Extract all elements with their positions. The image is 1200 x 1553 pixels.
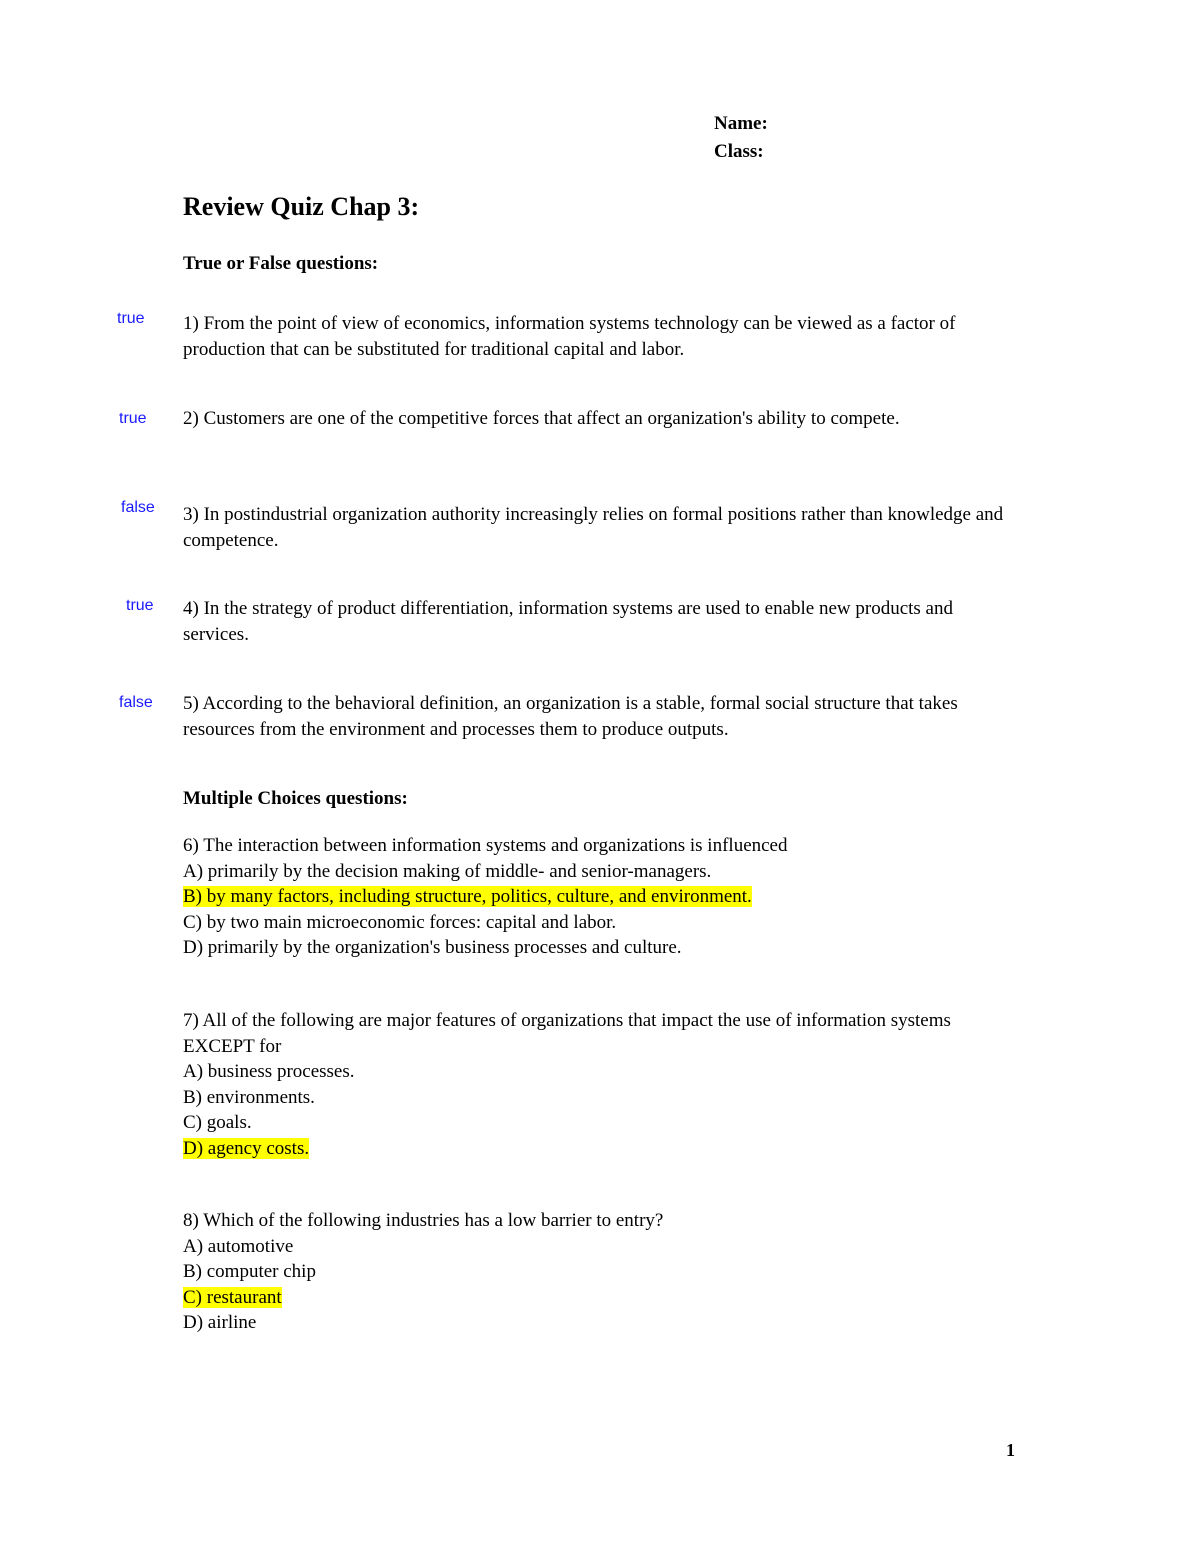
tf-answer-5: false — [119, 694, 153, 711]
highlighted-answer: C) restaurant — [183, 1286, 282, 1308]
mc-question-7 — [183, 1008, 1013, 1161]
name-label: Name: — [714, 113, 768, 134]
page-title: Review Quiz Chap 3: — [183, 192, 420, 221]
mc-option-b: B) environments. — [183, 1086, 315, 1108]
mc-option-d: D) primarily by the organization's business processes and culture. — [183, 937, 682, 958]
mc-option-b: B) computer chip — [183, 1261, 316, 1282]
tf-question-4: 4) In the strategy of product differentiation, information systems are used to enable new products and services. — [183, 598, 953, 645]
mc-option-a: A) business processes. — [183, 1061, 355, 1082]
true-false-heading: True or False questions: — [183, 253, 379, 274]
tf-question-5: 5) According to the behavioral definition, an organization is a stable, formal social structure that takes resources from the environment and processes them to produce outputs. — [183, 693, 958, 740]
mc-option-b — [183, 884, 1013, 910]
multiple-choice-heading: Multiple Choices questions: — [183, 788, 408, 809]
class-label: Class: — [714, 141, 764, 162]
highlighted-answer: D) agency costs. — [183, 1137, 310, 1159]
student-info — [714, 110, 768, 166]
tf-answer-2: true — [119, 410, 147, 427]
mc-question-text: 7) All of the following are major features of organizations that impact the use of information systems EXCEPT for — [183, 1010, 951, 1057]
mc-question-text: 6) The interaction between information systems and organizations is influenced — [183, 835, 788, 856]
mc-question-text: 8) Which of the following industries has a low barrier to entry? — [183, 1210, 664, 1231]
tf-question-2: 2) Customers are one of the competitive forces that affect an organization's ability to compete. — [183, 408, 900, 429]
page-number: 1 — [1006, 1440, 1015, 1460]
mc-question-8 — [183, 1208, 1013, 1336]
tf-answer-4: true — [126, 597, 154, 614]
mc-option-d — [183, 1136, 1013, 1162]
mc-option-c: C) by two main microeconomic forces: capital and labor. — [183, 911, 617, 933]
mc-option-d: D) airline — [183, 1312, 257, 1333]
highlighted-answer: B) by many factors, including structure, politics, culture, and environment. — [183, 886, 752, 907]
tf-question-1: 1) From the point of view of economics, information systems technology can be viewed as a factor of production that can be substituted for traditional capital and labor. — [183, 313, 956, 360]
mc-option-c — [183, 1285, 1013, 1311]
tf-question-3: 3) In postindustrial organization authority increasingly relies on formal positions rather than knowledge and competence. — [183, 504, 1004, 551]
mc-option-a: A) automotive — [183, 1235, 294, 1257]
mc-question-6 — [183, 833, 1013, 961]
mc-option-a: A) primarily by the decision making of middle- and senior-managers. — [183, 860, 712, 882]
tf-answer-1: true — [117, 310, 145, 327]
tf-answer-3: false — [121, 499, 155, 516]
mc-option-c: C) goals. — [183, 1112, 252, 1133]
